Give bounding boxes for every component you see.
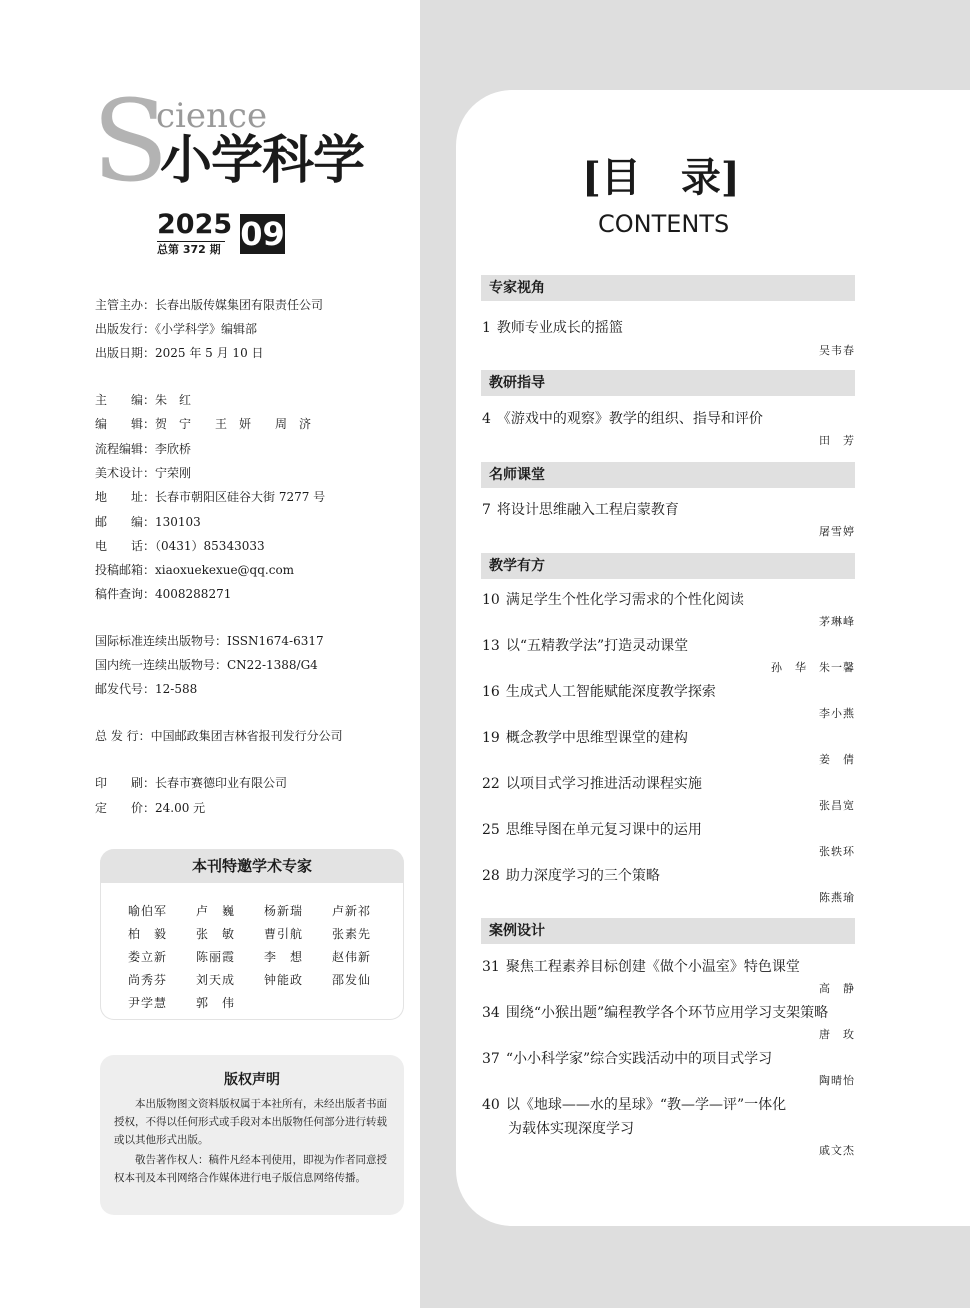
toc-entry[interactable] — [482, 316, 623, 340]
masthead-line: 流程编辑：李欣桥 — [95, 442, 192, 456]
expert-name: 曹引航 — [264, 927, 304, 941]
masthead-line: 投稿邮箱：xiaoxuekexue@qq.com — [95, 563, 295, 577]
entry-author: 陶晴怡 — [819, 1074, 855, 1087]
expert-name: 赵伟新 — [332, 950, 372, 964]
entry-page: 34 — [482, 1005, 500, 1021]
entry-title: 以项目式学习推进活动课程实施 — [505, 776, 702, 792]
expert-name: 钟能政 — [264, 973, 304, 987]
expert-name: 郭 伟 — [196, 996, 236, 1010]
copyright-box — [100, 1055, 404, 1215]
expert-name: 杨新瑞 — [264, 904, 304, 918]
masthead-line: 主 编：朱 红 — [95, 393, 192, 407]
toc-entry[interactable] — [482, 1001, 828, 1025]
toc-entry[interactable] — [482, 498, 679, 522]
masthead-line: 出版发行：《小学科学》编辑部 — [95, 322, 258, 336]
entry-page: 7 — [482, 502, 491, 518]
toc-entry[interactable] — [482, 1093, 786, 1117]
expert-name: 李 想 — [264, 950, 304, 964]
issue-year: 2025 — [157, 209, 233, 240]
entry-author: 张昌宽 — [819, 799, 855, 812]
expert-name: 刘天成 — [196, 973, 236, 987]
toc-entry[interactable] — [482, 726, 688, 750]
entry-title: 以《地球——水的星球》“教—学—评”一体化 — [505, 1097, 787, 1113]
entry-author: 唐 玫 — [819, 1028, 855, 1041]
entry-author: 吴韦春 — [819, 344, 855, 357]
toc-entry[interactable] — [482, 1047, 772, 1071]
expert-name: 娄立新 — [128, 950, 168, 964]
entry-title: 以“五精教学法”打造灵动课堂 — [505, 638, 689, 654]
experts-heading: 本刊特邀学术专家 — [100, 849, 404, 883]
toc-entry[interactable] — [482, 588, 744, 612]
magazine-title: 小学科学 — [160, 130, 365, 191]
expert-name: 陈丽霞 — [196, 950, 236, 964]
entry-author: 姜 倩 — [819, 753, 855, 766]
entry-title: 满足学生个性化学习需求的个性化阅读 — [505, 592, 744, 608]
expert-name: 尚秀芬 — [128, 973, 168, 987]
section-header: 专家视角 — [481, 275, 855, 301]
masthead-line: 地 址：长春市朝阳区硅谷大街 7277 号 — [95, 490, 326, 504]
section-header: 案例设计 — [481, 918, 855, 944]
toc-entry-continued: 为载体实现深度学习 — [508, 1121, 634, 1137]
entry-author: 孙 华 朱一馨 — [771, 661, 855, 674]
entry-title: 生成式人工智能赋能深度教学探索 — [505, 684, 716, 700]
expert-name: 张 敏 — [196, 927, 236, 941]
toc-entry[interactable] — [482, 772, 702, 796]
entry-author: 陈燕瑜 — [819, 891, 855, 904]
logo-cience-text: cience — [156, 96, 268, 136]
entry-title: “小小科学家”综合实践活动中的项目式学习 — [505, 1051, 773, 1067]
entry-title: 思维导图在单元复习课中的运用 — [505, 822, 702, 838]
entry-page: 19 — [482, 730, 500, 746]
entry-author: 田 芳 — [819, 434, 855, 447]
masthead-line: 稿件查询：4008288271 — [95, 587, 232, 601]
toc-entry[interactable] — [482, 680, 716, 704]
entry-title: 教师专业成长的摇篮 — [496, 320, 623, 336]
entry-author: 李小燕 — [819, 707, 855, 720]
section-header: 教研指导 — [481, 370, 855, 396]
masthead-line: 美术设计：宁荣刚 — [95, 466, 192, 480]
entry-page: 31 — [482, 959, 500, 975]
logo-s-letter: S — [92, 77, 169, 207]
expert-name: 张素先 — [332, 927, 372, 941]
masthead-line: 印 刷：长春市赛德印业有限公司 — [95, 776, 288, 790]
masthead-line: 国际标准连续出版物号：ISSN1674-6317 — [95, 634, 324, 648]
section-header: 名师课堂 — [481, 462, 855, 488]
toc-entry[interactable] — [482, 864, 660, 888]
issue-number-badge: 09 — [240, 215, 285, 253]
toc-entry[interactable] — [482, 634, 688, 658]
masthead-line: 电 话：（0431）85343033 — [95, 539, 265, 553]
masthead-line: 编 辑：贺 宁 王 妍 周 济 — [95, 417, 312, 431]
masthead-line: 总 发 行：中国邮政集团吉林省报刊发行分公司 — [95, 729, 343, 743]
expert-name: 邵发仙 — [332, 973, 372, 987]
expert-name: 喻伯军 — [128, 904, 168, 918]
masthead-line: 邮 编：130103 — [95, 515, 201, 529]
entry-author: 张轶环 — [819, 845, 855, 858]
entry-page: 10 — [482, 592, 500, 608]
entry-title: 聚焦工程素养目标创建《做个小温室》特色课堂 — [505, 959, 800, 975]
entry-author: 茅琳峰 — [819, 615, 855, 628]
copyright-paragraph: 本出版物图文资料版权属于本社所有，未经出版者书面授权，不得以任何形式或手段对本出版物任何部分进行转载或以其他形式出版。 — [114, 1098, 387, 1146]
entry-author: 屠雪婷 — [819, 525, 855, 538]
entry-title: 助力深度学习的三个策略 — [505, 868, 660, 884]
section-header: 教学有方 — [481, 553, 855, 579]
entry-page: 37 — [482, 1051, 500, 1067]
entry-title: 将设计思维融入工程启蒙教育 — [496, 502, 679, 518]
issue-total-number: 总第 372 期 — [157, 241, 225, 256]
entry-title: 《游戏中的观察》教学的组织、指导和评价 — [496, 411, 763, 427]
entry-page: 4 — [482, 411, 491, 427]
copyright-paragraph: 敬告著作权人：稿件凡经本刊使用，即视为作者同意授权本刊及本刊网络合作媒体进行电子版信息网络传播。 — [114, 1154, 387, 1184]
entry-page: 28 — [482, 868, 500, 884]
toc-subtitle: CONTENTS — [598, 210, 730, 238]
expert-name: 卢 巍 — [196, 904, 236, 918]
toc-entry[interactable] — [482, 818, 702, 842]
masthead-line: 国内统一连续出版物号：CN22-1388/G4 — [95, 658, 318, 672]
expert-name: 柏 毅 — [128, 927, 168, 941]
entry-author: 高 静 — [819, 982, 855, 995]
entry-title: 概念教学中思维型课堂的建构 — [505, 730, 688, 746]
expert-name: 尹学慧 — [128, 996, 168, 1010]
masthead-line: 邮发代号：12-588 — [95, 682, 198, 696]
masthead-line: 主管主办：长春出版传媒集团有限责任公司 — [95, 298, 324, 312]
entry-title: 围绕“小猴出题”编程教学各个环节应用学习支架策略 — [505, 1005, 829, 1021]
entry-page: 25 — [482, 822, 500, 838]
toc-title: [目 录] — [582, 154, 740, 201]
entry-page: 16 — [482, 684, 500, 700]
entry-page: 1 — [482, 320, 491, 336]
toc-entry[interactable] — [482, 407, 763, 431]
copyright-heading: 版权声明 — [224, 1072, 280, 1088]
expert-name: 卢新祁 — [332, 904, 372, 918]
entry-page: 40 — [482, 1097, 500, 1113]
entry-page: 13 — [482, 638, 500, 654]
entry-author: 戚文杰 — [819, 1144, 855, 1157]
masthead-line: 出版日期：2025 年 5 月 10 日 — [95, 346, 264, 360]
entry-page: 22 — [482, 776, 500, 792]
masthead-line: 定 价：24.00 元 — [95, 801, 206, 815]
toc-entry[interactable] — [482, 955, 800, 979]
